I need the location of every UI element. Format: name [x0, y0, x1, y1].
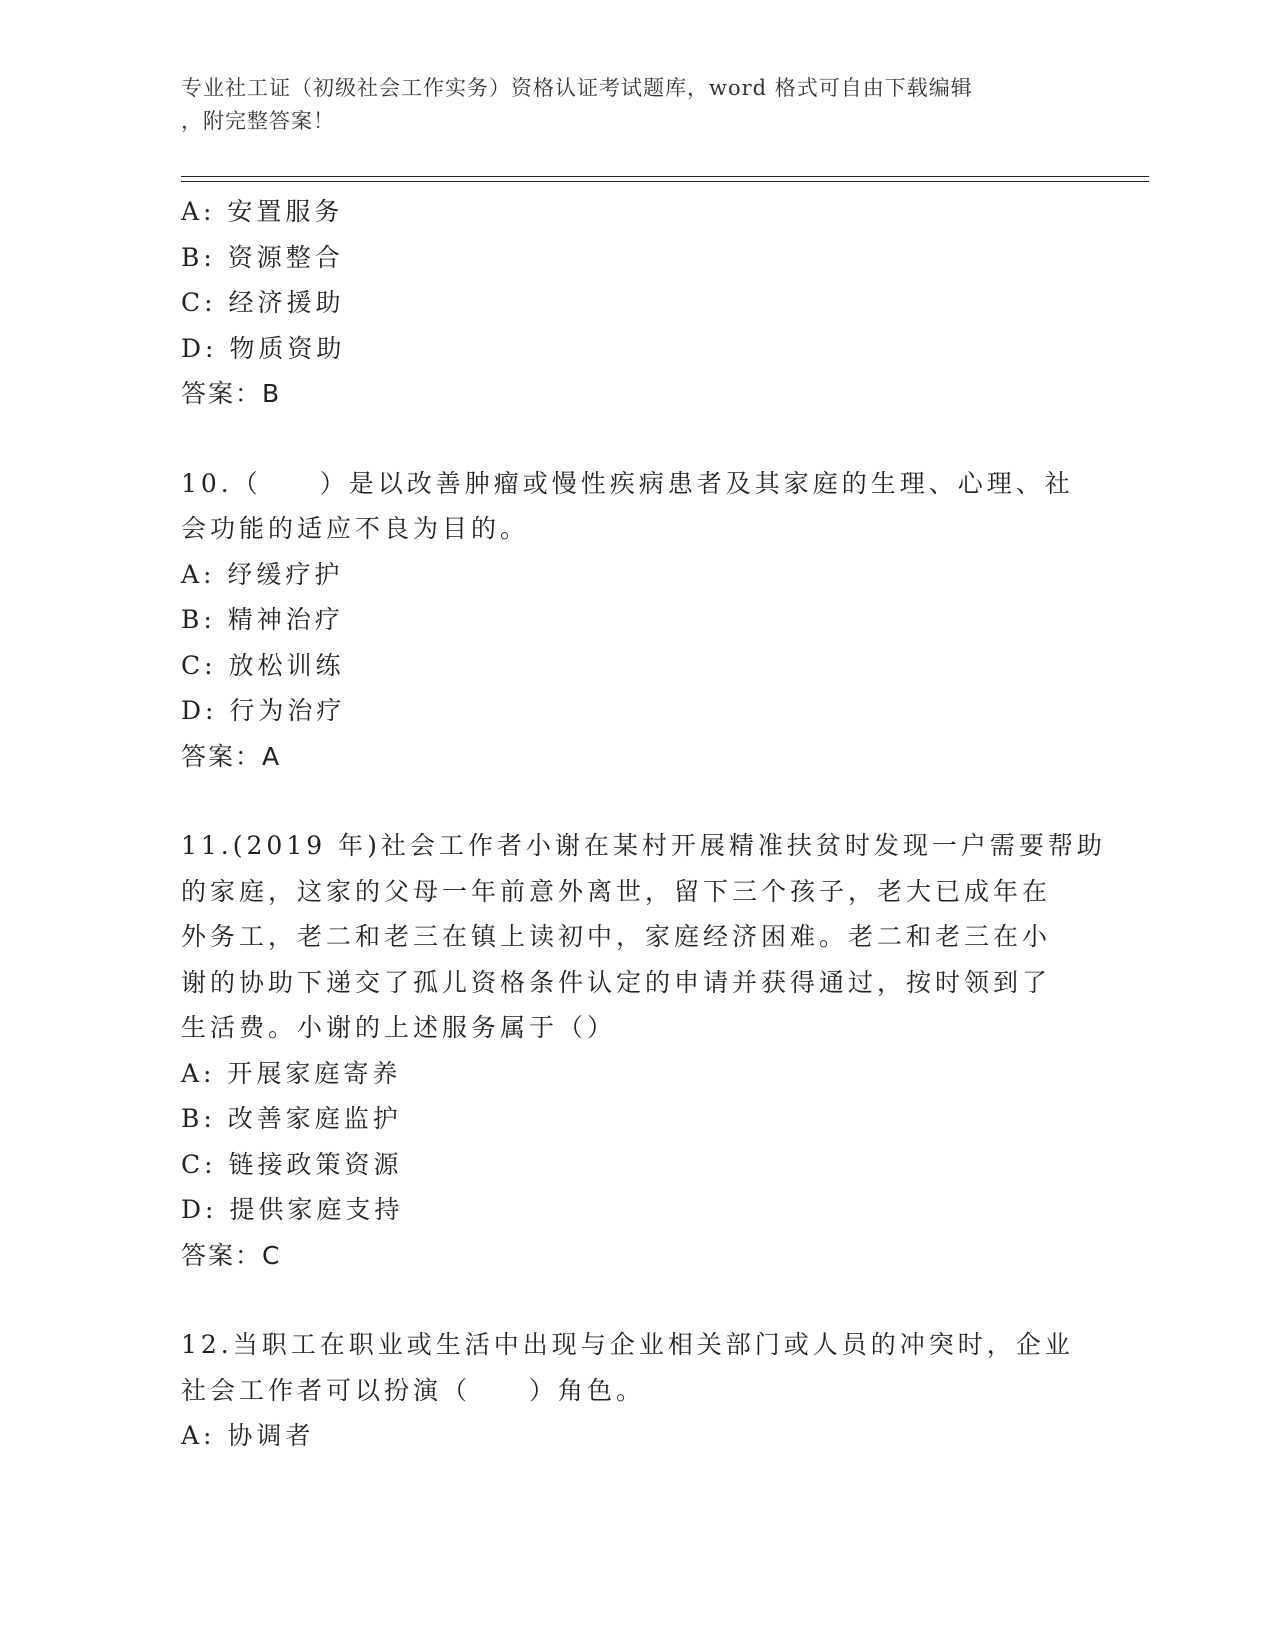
question-10 — [181, 461, 1081, 780]
question-text-line: 外务工，老二和老三在镇上读初中，家庭经济困难。老二和老三在小 — [181, 922, 1052, 951]
answer-label: 答案：A — [181, 741, 282, 771]
question-text-line: 10.（ ）是以改善肿瘤或慢性疾病患者及其家庭的生理、心理、社 — [181, 468, 1074, 498]
question-text-line: 11.(2019 年)社会工作者小谢在某村开展精准扶贫时发现一户需要帮助 — [181, 831, 1106, 860]
option-d: D: 行为治疗 — [181, 696, 346, 725]
question-9 — [181, 189, 1081, 417]
answer-label: 答案：C — [181, 1240, 282, 1270]
option-a: A: 纾缓疗护 — [181, 559, 344, 589]
question-text-line: 生活费。小谢的上述服务属于（） — [181, 1013, 617, 1042]
question-list — [181, 189, 1106, 1459]
answer-label: 答案：B — [181, 379, 282, 408]
option-c: C: 链接政策资源 — [181, 1149, 403, 1179]
option-d: D: 物质资助 — [181, 333, 346, 363]
header-divider-top — [181, 176, 1149, 177]
spacer — [181, 1278, 1081, 1322]
option-b: B: 改善家庭监护 — [181, 1104, 402, 1133]
header-line-2: ，附完整答案！ — [181, 109, 335, 133]
option-c: C: 放松训练 — [181, 650, 345, 680]
question-text-line: 的家庭，这家的父母一年前意外离世，留下三个孩子，老大已成年在 — [181, 876, 1052, 906]
option-a: A: 协调者 — [181, 1421, 315, 1450]
option-a: A: 开展家庭寄养 — [181, 1058, 402, 1088]
option-d: D: 提供家庭支持 — [181, 1195, 404, 1224]
option-b: B: 精神治疗 — [181, 605, 344, 634]
question-12 — [181, 1322, 1081, 1459]
option-a: A: 安置服务 — [181, 197, 344, 226]
question-text-line: 谢的协助下递交了孤儿资格条件认定的申请并获得通过，按时领到了 — [181, 967, 1052, 997]
spacer — [181, 779, 1081, 823]
option-c: C: 经济援助 — [181, 288, 345, 317]
question-text-line: 社会工作者可以扮演（ ）角色。 — [181, 1375, 646, 1405]
spacer — [181, 417, 1081, 461]
question-text-line: 12.当职工在职业或生活中出现与企业相关部门或人员的冲突时，企业 — [181, 1330, 1074, 1359]
question-text-line: 会功能的适应不良为目的。 — [181, 514, 530, 543]
document-header — [181, 72, 1061, 138]
question-11 — [181, 823, 1106, 1278]
header-line-1: 专业社工证（初级社会工作实务）资格认证考试题库，word 格式可自由下载编辑 — [181, 76, 973, 100]
option-b: B: 资源整合 — [181, 242, 344, 272]
header-divider-bottom — [181, 181, 1149, 182]
